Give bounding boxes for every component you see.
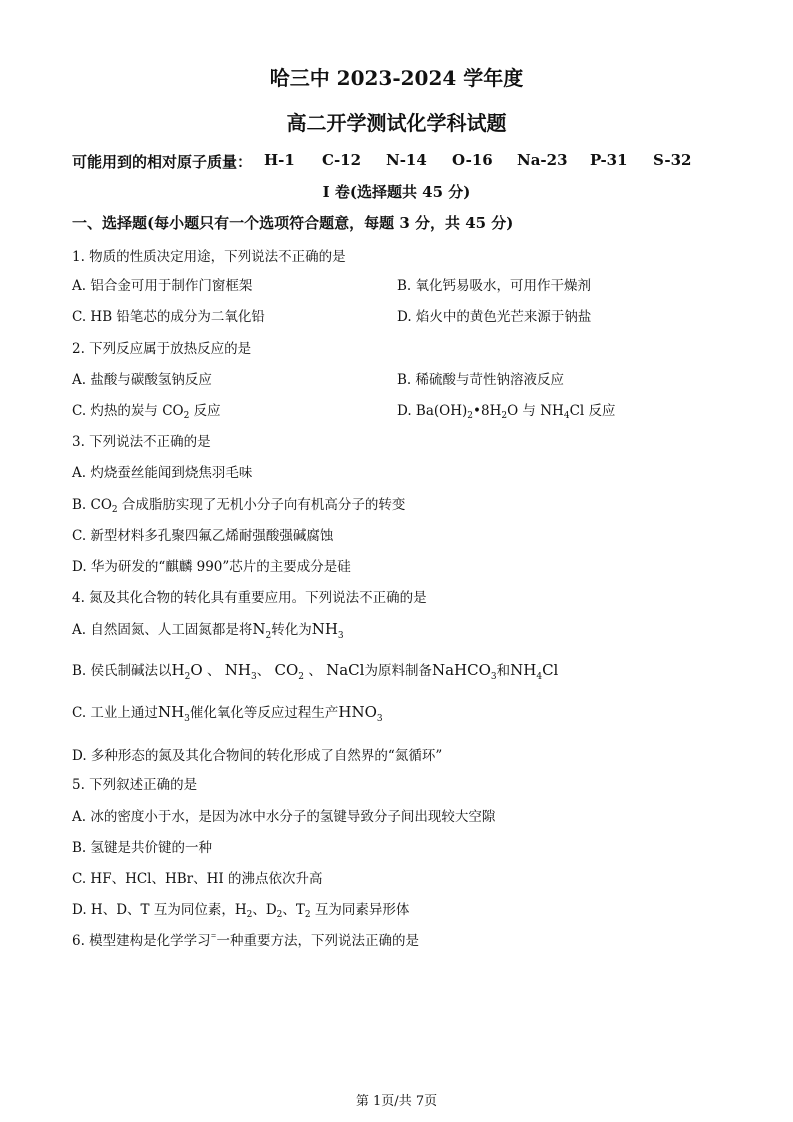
question-2-stem: 2. 下列反应属于放热反应的是 [72,341,252,357]
question-5-stem: 5. 下列叙述正确的是 [72,777,198,793]
question-5-option-a: A. 冰的密度小于水，是因为冰中水分子的氢键导致分子间出现较大空隙 [72,809,496,825]
section-heading: 一、选择题(每小题只有一个选项符合题意，每题 3 分，共 45 分) [72,214,514,232]
question-2-option-b: B. 稀硫酸与苛性钠溶液反应 [397,372,565,388]
question-4-option-d: D. 多种形态的氮及其化合物间的转化形成了自然界的“氮循环” [72,748,443,764]
question-3-option-c: C. 新型材料多孔聚四氟乙烯耐强酸强碱腐蚀 [72,528,334,544]
question-4-option-c: C. 工业上通过$NH_3$催化氧化等反应过程生产$HNO_3$ [72,703,383,724]
question-1-option-d: D. 焰火中的黄色光芒来源于钠盐 [397,309,592,325]
section-title: I 卷(选择题共 45 分) [322,183,471,201]
atomic-mass-item: O-16 [452,151,493,169]
page-title: 哈三中 2023-2024 学年度 [269,66,524,90]
atomic-mass-label: 可能用到的相对原子质量： [72,153,253,171]
question-2-option-c: C. 灼热的炭与 $CO_2$ 反应 [72,403,221,421]
question-5-option-c: C. HF、HCl、HBr、HI 的沸点依次升高 [72,871,323,887]
question-2-option-d: D. $Ba(OH)_2•8H_2O$ 与 $NH_4Cl$ 反应 [397,403,616,421]
question-3-stem: 3. 下列说法不正确的是 [72,434,211,450]
page-subtitle: 高二开学测试化学科试题 [286,111,507,135]
atomic-mass-item: C-12 [322,151,362,169]
question-3-option-d: D. 华为研发的“麒麟 990”芯片的主要成分是硅 [72,559,351,575]
question-5-option-b: B. 氢键是共价键的一种 [72,840,213,856]
atomic-mass-item: Na-23 [517,151,568,169]
atomic-mass-line [72,151,732,171]
question-4-option-a: A. 自然固氮、人工固氮都是将$N_2$转化为$NH_3$ [72,620,344,641]
question-1-option-b: B. 氧化钙易吸水，可用作干燥剂 [397,278,592,294]
question-4-option-b: B. 侯氏制碱法以$H_2O$ 、 $NH_3$、 $CO_2$ 、 NaCl为原料制备NaHCO$_3$和$NH_4Cl$ [72,661,559,682]
question-1-stem: 1. 物质的性质决定用途，下列说法不正确的是 [72,249,346,265]
question-6-stem: 6. 模型建构是化学学习⁼一种重要方法，下列说法正确的是 [72,931,419,949]
question-1-option-a: A. 铝合金可用于制作门窗框架 [72,278,253,294]
atomic-mass-item: S-32 [653,151,692,169]
question-5-option-d: D. H、D、T 互为同位素，$H_2$、$D_2$、$T_2$ 互为同素异形体 [72,902,410,920]
atomic-mass-item: P-31 [590,151,628,169]
atomic-mass-item: N-14 [386,151,427,169]
page-number: 第 1页/共 7页 [355,1094,438,1109]
question-1-option-c: C. HB 铅笔芯的成分为二氧化铅 [72,309,265,325]
question-3-option-b: B. $CO_2$ 合成脂肪实现了无机小分子向有机高分子的转变 [72,497,406,515]
question-2-option-a: A. 盐酸与碳酸氢钠反应 [72,372,212,388]
question-4-stem: 4. 氮及其化合物的转化具有重要应用。下列说法不正确的是 [72,590,427,606]
question-3-option-a: A. 灼烧蚕丝能闻到烧焦羽毛味 [72,465,253,481]
atomic-mass-item: H-1 [264,151,295,169]
